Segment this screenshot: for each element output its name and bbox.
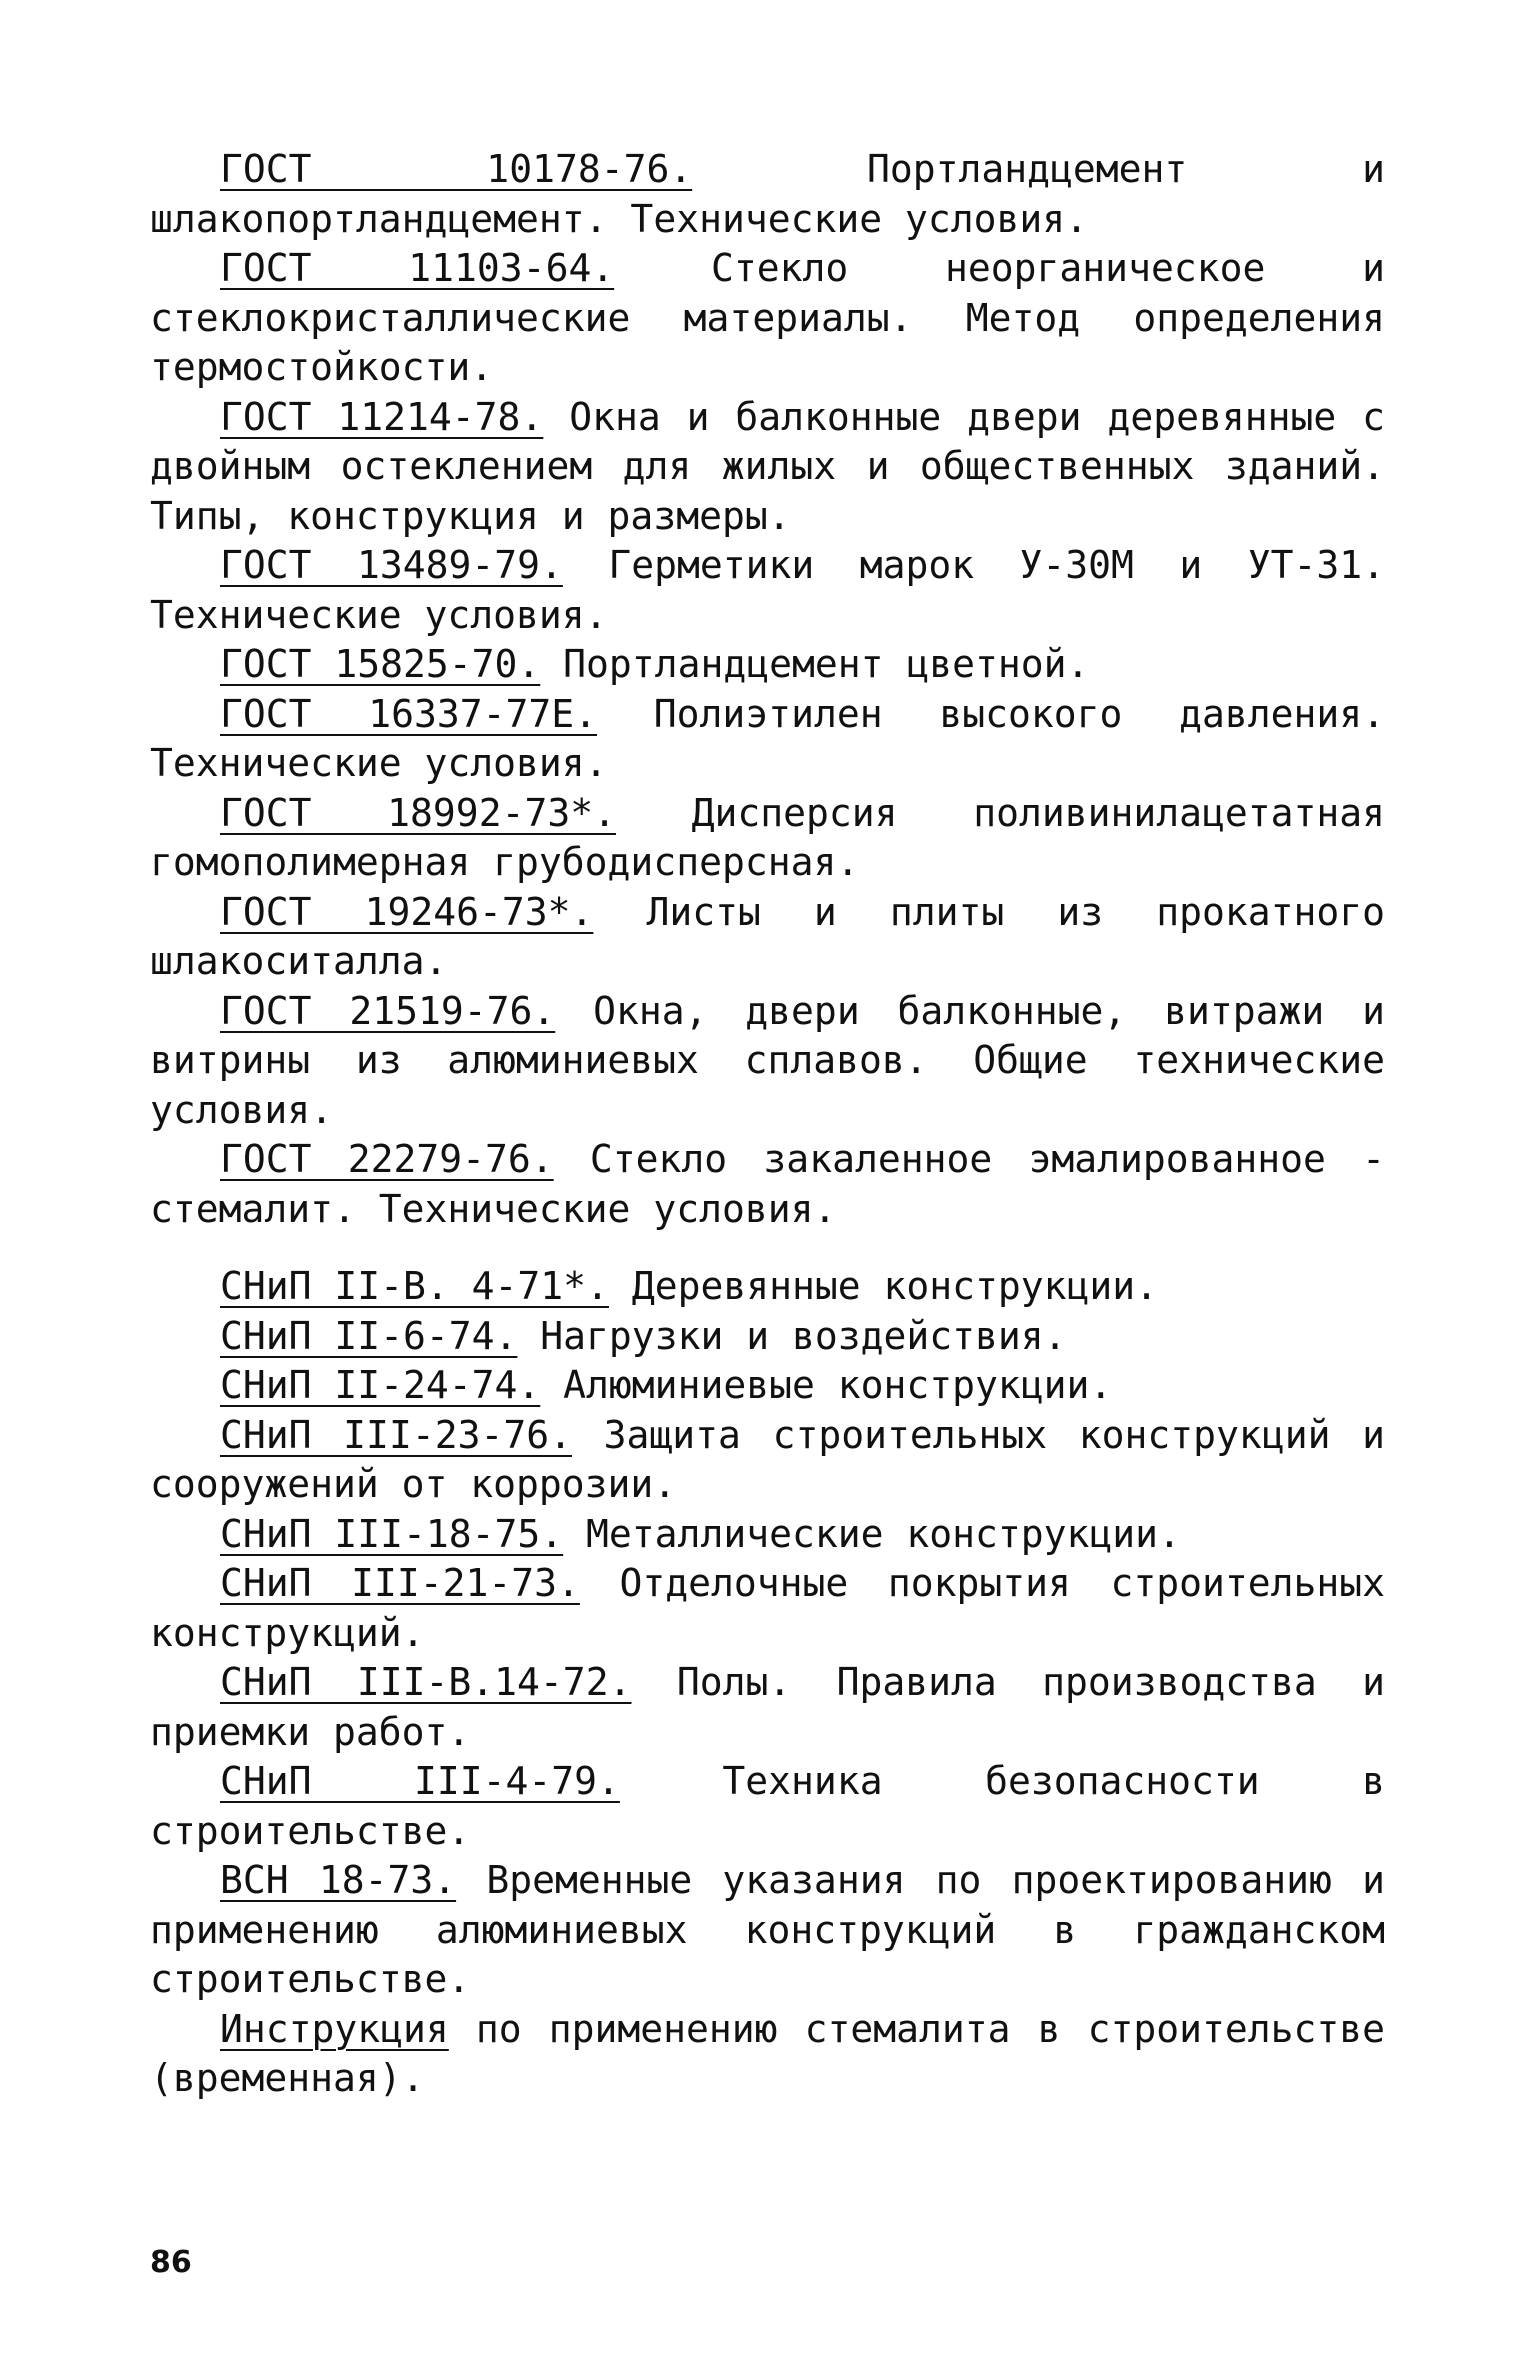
reference-code: СНиП III-В.14-72. bbox=[220, 1660, 632, 1704]
reference-title: Портландцемент цветной. bbox=[540, 642, 1090, 686]
reference-title: Отделочные покрытия строительных конструкций. bbox=[150, 1561, 1385, 1655]
reference-title: Металлические конструкции. bbox=[563, 1511, 1181, 1556]
reference-code: ВСН 18-73. bbox=[220, 1858, 457, 1902]
reference-title: Защита строительных конструкций и сооружений от коррозии. bbox=[150, 1412, 1385, 1506]
reference-title: Деревянные конструкции. bbox=[608, 1264, 1159, 1308]
reference-code: ГОСТ 18992-73*. bbox=[220, 790, 616, 835]
reference-code: ГОСТ 10178-76. bbox=[220, 147, 693, 191]
reference-entry bbox=[150, 690, 1385, 789]
reference-code: Инструкция bbox=[220, 2006, 449, 2051]
reference-title: Окна, двери балконные, витражи и витрины из алюминиевых сплавов. Общие технические условия. bbox=[150, 988, 1385, 1132]
reference-entry bbox=[150, 541, 1385, 640]
reference-code: СНиП II-6-74. bbox=[220, 1313, 518, 1358]
reference-entry bbox=[150, 244, 1385, 393]
reference-code: СНиП II-24-74. bbox=[220, 1363, 541, 1407]
reference-code: СНиП III-4-79. bbox=[220, 1759, 620, 1803]
reference-entry bbox=[150, 393, 1385, 542]
reference-title: по применению стемалита в строительстве (временная). bbox=[150, 2006, 1385, 2100]
reference-entry bbox=[150, 1856, 1385, 2005]
reference-entry bbox=[150, 1312, 1385, 1362]
reference-title: Дисперсия поливинилацетатная гомополимерная грубодисперсная. bbox=[150, 790, 1386, 884]
reference-title: Окна и балконные двери деревянные с двойным остеклением для жилых и общественных зданий. Типы, конструкция и размеры. bbox=[150, 394, 1385, 538]
reference-title: Нагрузки и воздействия. bbox=[517, 1313, 1067, 1358]
reference-code: ГОСТ 16337-77Е. bbox=[220, 691, 598, 736]
reference-title: Полиэтилен высокого давления. Технические условия. bbox=[150, 691, 1385, 785]
reference-code: СНиП III-23-76. bbox=[220, 1412, 572, 1457]
reference-entry bbox=[150, 789, 1385, 888]
reference-code: ГОСТ 21519-76. bbox=[220, 988, 556, 1033]
reference-code: СНиП II-В. 4-71*. bbox=[220, 1264, 609, 1308]
reference-entry bbox=[150, 987, 1385, 1136]
reference-title: Листы и плиты из прокатного шлакоситалла. bbox=[150, 889, 1385, 983]
reference-entry bbox=[150, 1510, 1385, 1560]
reference-entry bbox=[150, 2005, 1385, 2104]
reference-entry bbox=[150, 888, 1385, 987]
reference-entry bbox=[150, 1757, 1385, 1856]
reference-entry bbox=[150, 1411, 1385, 1510]
reference-code: СНиП III-18-75. bbox=[220, 1511, 564, 1556]
reference-title: Герметики марок У-30М и УТ-31. Технические условия. bbox=[150, 543, 1385, 637]
reference-title: Портландцемент и шлакопортландцемент. Технические условия. bbox=[150, 147, 1385, 241]
reference-entry bbox=[150, 1135, 1385, 1234]
reference-list bbox=[150, 145, 1385, 2104]
reference-entry bbox=[150, 145, 1385, 244]
gost-references bbox=[150, 145, 1385, 1234]
page-number: 86 bbox=[150, 2245, 192, 2280]
section-gap bbox=[150, 1234, 1385, 1262]
reference-title: Техника безопасности в строительстве. bbox=[150, 1759, 1385, 1853]
reference-entry bbox=[150, 640, 1385, 690]
reference-code: ГОСТ 15825-70. bbox=[220, 642, 541, 686]
reference-entry bbox=[150, 1559, 1385, 1658]
snip-references bbox=[150, 1262, 1385, 2104]
reference-entry bbox=[150, 1262, 1385, 1312]
reference-code: ГОСТ 11214-78. bbox=[220, 394, 544, 439]
reference-code: ГОСТ 19246-73*. bbox=[220, 889, 594, 934]
reference-entry bbox=[150, 1361, 1385, 1411]
reference-code: ГОСТ 22279-76. bbox=[220, 1137, 554, 1181]
reference-code: ГОСТ 11103-64. bbox=[220, 246, 615, 290]
reference-title: Стекло неорганическое и стеклокристаллические материалы. Метод определения термостойкости. bbox=[150, 246, 1385, 389]
reference-title: Временные указания по проектированию и применению алюминиевых конструкций в гражданском строительстве. bbox=[150, 1858, 1385, 2001]
reference-entry bbox=[150, 1658, 1385, 1757]
reference-title: Стекло закаленное эмалированное - стемалит. Технические условия. bbox=[150, 1137, 1385, 1231]
reference-title: Полы. Правила производства и приемки работ. bbox=[150, 1660, 1385, 1754]
reference-title: Алюминиевые конструкции. bbox=[540, 1363, 1113, 1407]
reference-code: СНиП III-21-73. bbox=[220, 1561, 580, 1605]
reference-code: ГОСТ 13489-79. bbox=[220, 543, 563, 587]
